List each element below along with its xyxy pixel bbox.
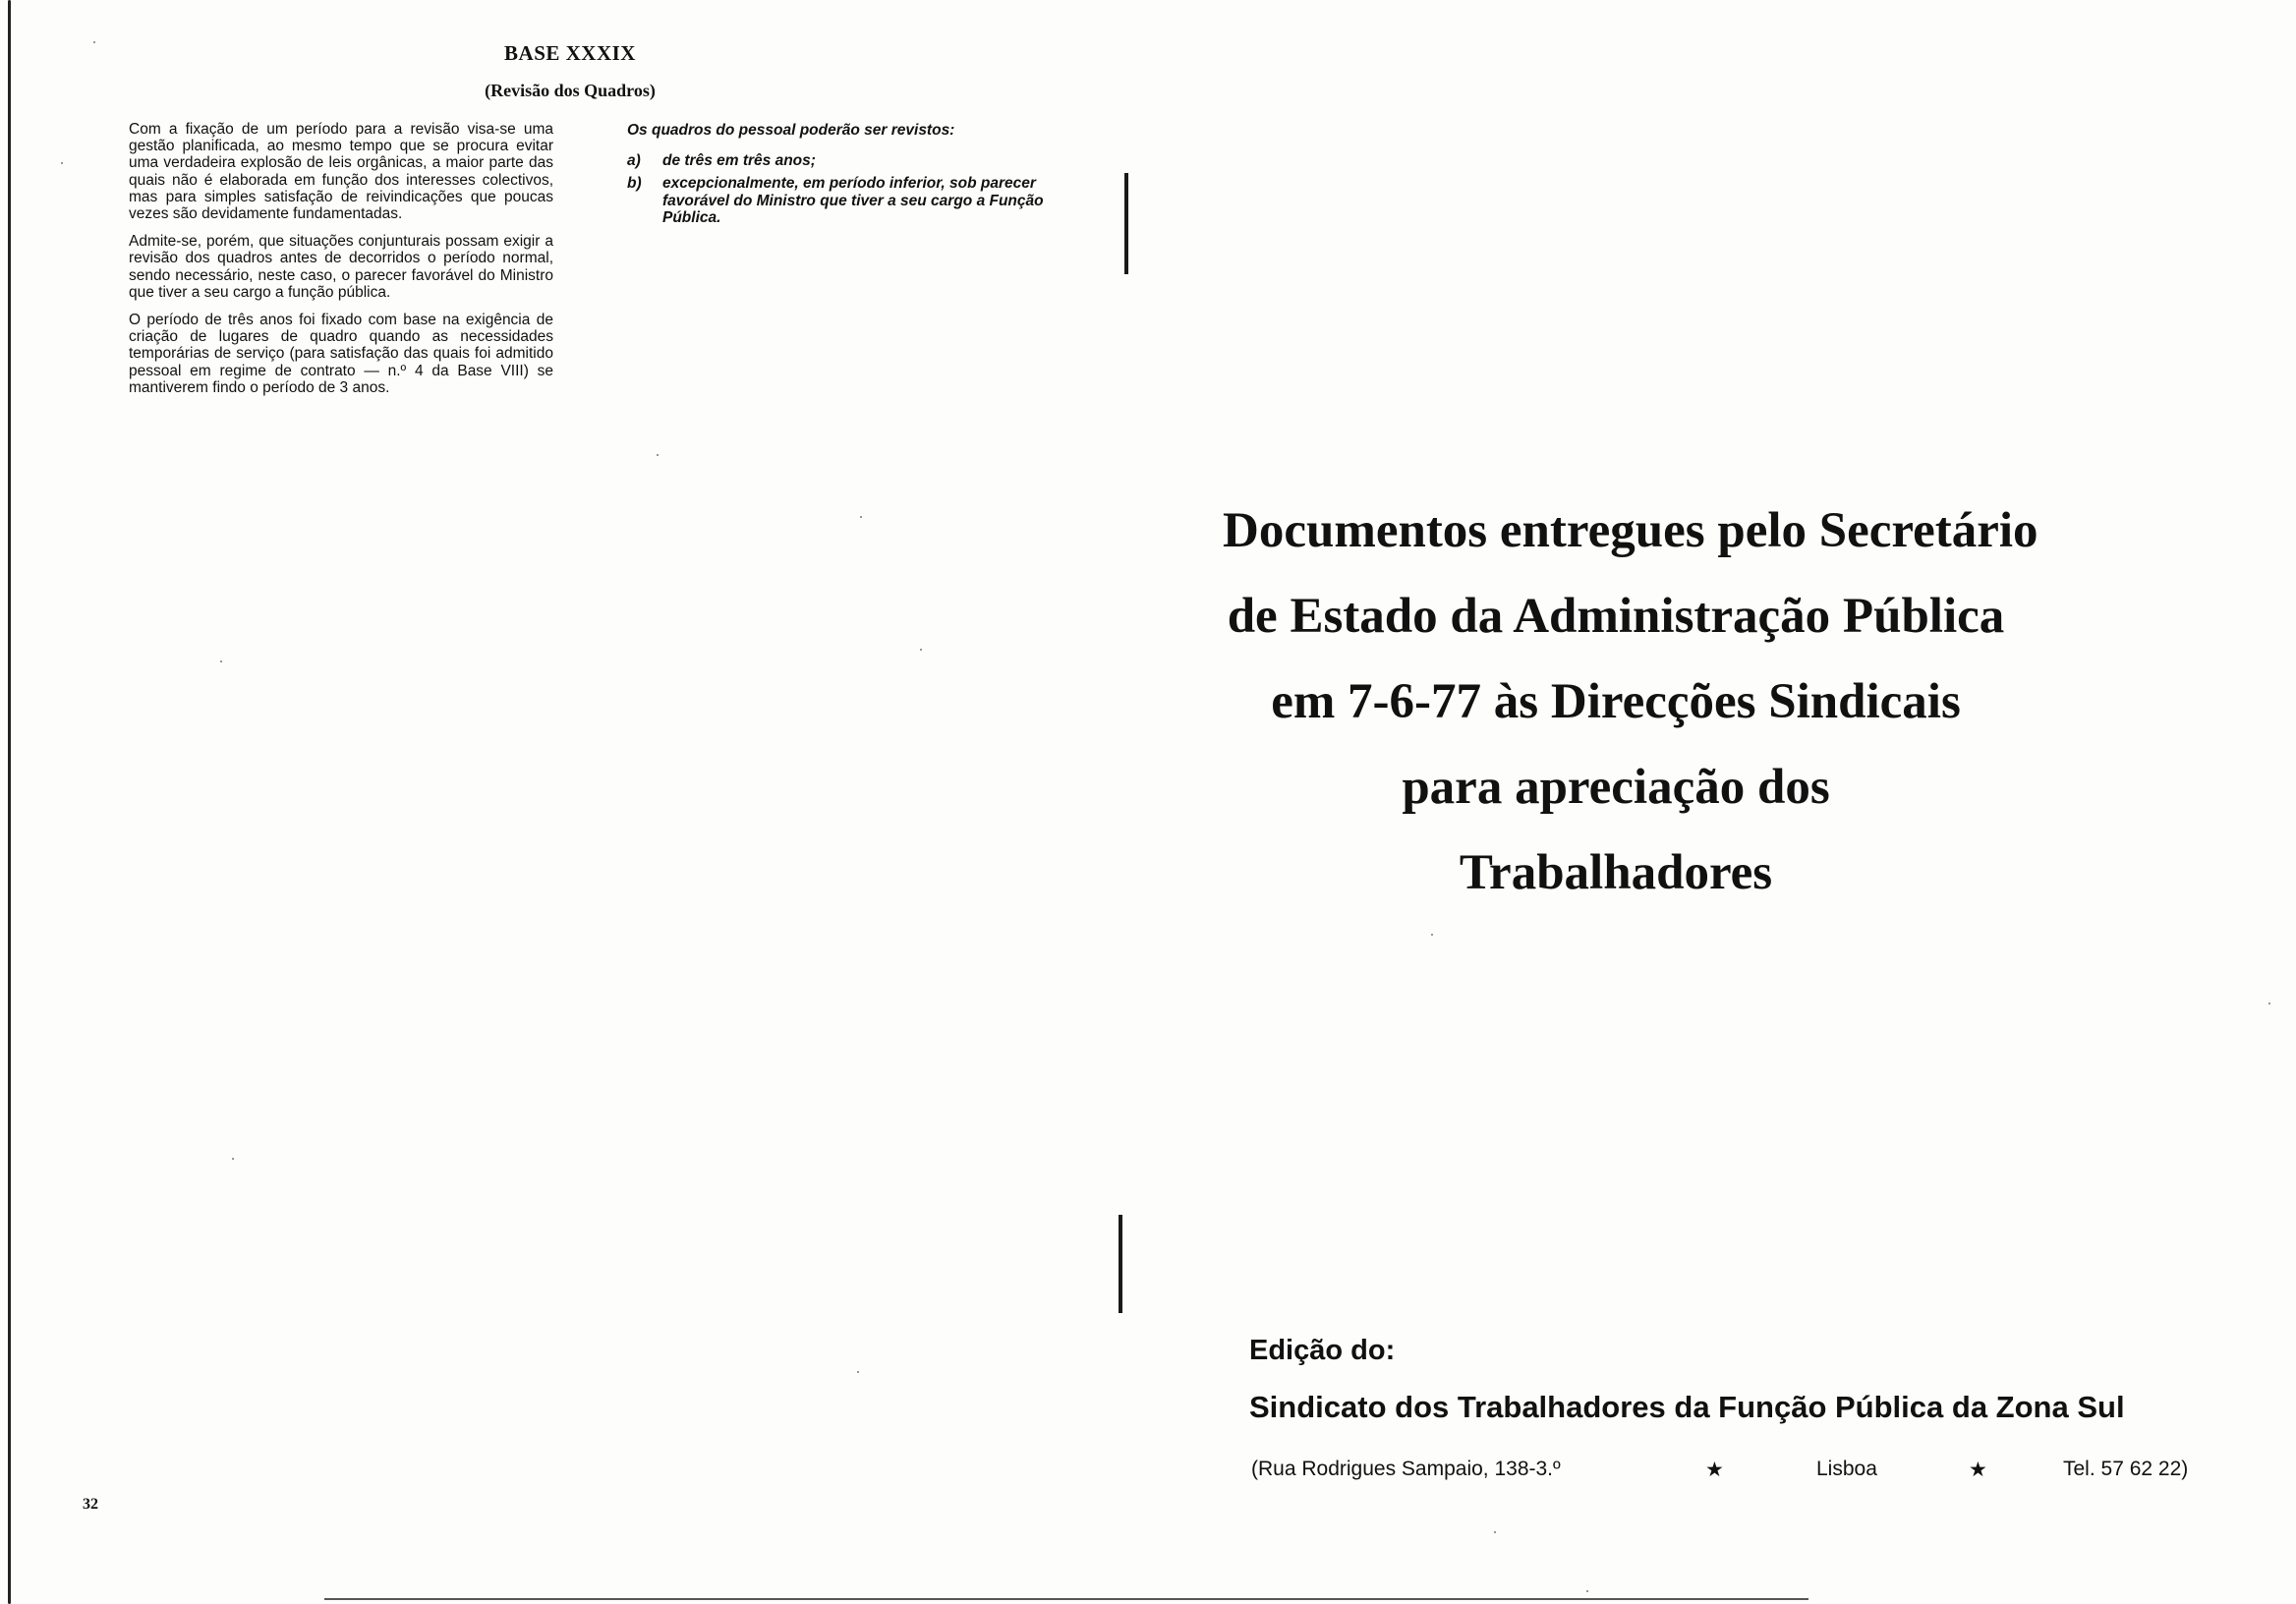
- edition-label: Edição do:: [1249, 1335, 1396, 1366]
- city: Lisboa: [1816, 1458, 1877, 1480]
- scan-speck: [93, 41, 95, 43]
- title-line: Trabalhadores: [1459, 845, 1773, 900]
- scan-speck: [61, 162, 63, 164]
- rule-intro: Os quadros do pessoal poderão ser revistos:: [627, 122, 955, 139]
- rule-item-text: de três em três anos;: [662, 151, 816, 169]
- star-separator: ★: [1705, 1459, 1724, 1481]
- rule-item: [627, 175, 1060, 227]
- left-page: [0, 0, 1140, 1604]
- scan-speck: [2268, 1002, 2270, 1004]
- star-separator: ★: [1969, 1459, 1987, 1481]
- scan-speck: [1431, 934, 1433, 936]
- rule-item: [627, 152, 1060, 170]
- phone-number: Tel. 57 62 22): [2063, 1458, 2189, 1480]
- scan-speck: [860, 516, 862, 518]
- margin-rule: [1124, 173, 1128, 274]
- base-subtitle: (Revisão dos Quadros): [485, 81, 656, 100]
- scan-speck: [1494, 1531, 1496, 1533]
- publisher-address: [1251, 1458, 2218, 1487]
- document-title: [1223, 488, 2038, 916]
- scan-speck: [657, 454, 659, 456]
- rule-item-letter: b): [627, 175, 642, 192]
- margin-rule: [1119, 1215, 1122, 1313]
- scan-speck: [232, 1158, 234, 1160]
- commentary-paragraph: Com a fixação de um período para a revisão visa-se uma gestão planificada, ao mesmo tempo que se procura evitar uma verdadeira explosão de leis orgânicas, a maior parte das quais não é elaborada em função dos interesses colectivos, mas para simples satisfação de reivindicações que poucas vezes são devidamente fundamentadas.: [129, 121, 553, 223]
- commentary-paragraph: O período de três anos foi fixado com base na exigência de criação de lugares de quadro quando as necessidades temporárias de serviço (para satisfação das quais foi admitido pessoal em regime de contrato — n.º 4 da Base VIII) se mantiverem findo o período de 3 anos.: [129, 312, 553, 396]
- scan-speck: [1586, 1590, 1588, 1592]
- scan-speck: [857, 1371, 859, 1373]
- street-address: (Rua Rodrigues Sampaio, 138-3.º: [1251, 1458, 1561, 1480]
- union-name: Sindicato dos Trabalhadores da Função Pública da Zona Sul: [1249, 1390, 2125, 1424]
- title-line: Documentos entregues pelo Secretário: [1223, 503, 2038, 558]
- page-number: 32: [83, 1496, 98, 1513]
- base-title: BASE XXXIX: [504, 41, 636, 65]
- scan-bottom-edge: [324, 1598, 1808, 1600]
- scan-speck: [220, 660, 222, 662]
- scan-speck: [920, 649, 922, 651]
- commentary-paragraph: Admite-se, porém, que situações conjunturais possam exigir a revisão dos quadros antes de decorridos o período normal, sendo necessário, neste caso, o parecer favorável do Ministro que tiver a seu cargo a função pública.: [129, 233, 553, 301]
- rule-column: [627, 122, 1060, 233]
- commentary-column: [129, 121, 553, 407]
- title-line: para apreciação dos: [1402, 760, 1830, 815]
- rule-item-letter: a): [627, 151, 641, 169]
- title-line: de Estado da Administração Pública: [1227, 589, 2005, 644]
- title-line: em 7-6-77 às Direcções Sindicais: [1271, 674, 1961, 729]
- rule-item-text: excepcionalmente, em período inferior, sob parecer favorável do Ministro que tiver a seu cargo a Função Pública.: [662, 175, 1044, 226]
